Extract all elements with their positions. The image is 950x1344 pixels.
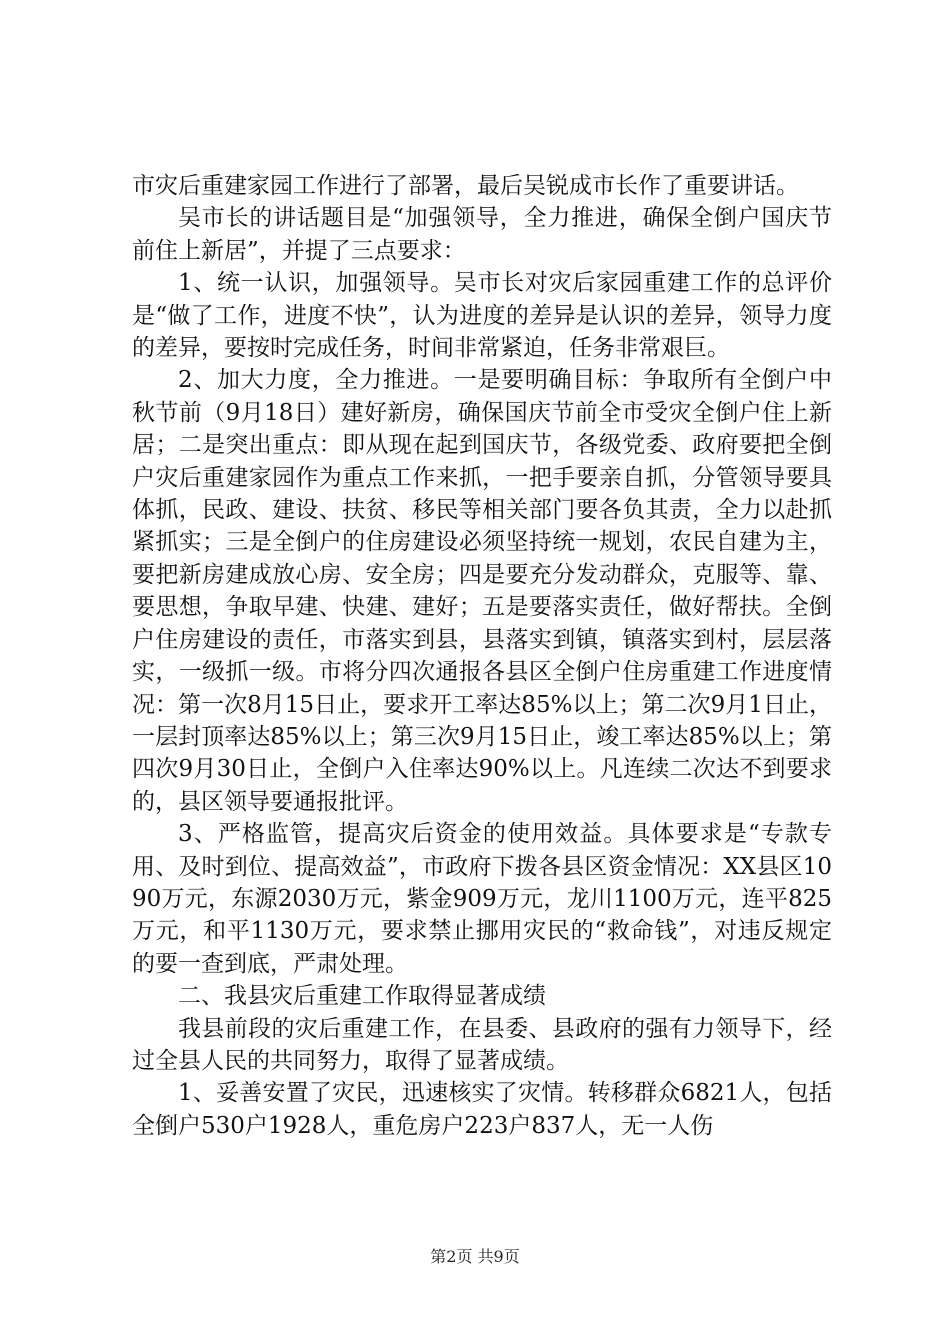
section-heading-achievements: 二、我县灾后重建工作取得显著成绩 [178,983,546,1010]
paragraph-achievement-1: 1、妥善安置了灾民，迅速核实了灾情。转移群众6821人，包括全倒户530户1928人，重危房户223户837人，无一人伤 [132,1080,832,1139]
paragraph-requirement-1: 1、统一认识，加强领导。吴市长对灾后家园重建工作的总评价是“做了工作，进度不快”，认为进度的差异是认识的差异，领导力度的差异，要按时完成任务，时间非常紧迫，任务非常艰巨。 [132,270,832,362]
document-body [132,170,832,1142]
paragraph-speech-topic: 吴市长的讲话题目是“加强领导，全力推进，确保全倒户国庆节前住上新居”，并提了三点要求： [132,205,832,264]
page-footer: 第2页 共9页 [430,1247,520,1266]
paragraph-requirement-3: 3、严格监管，提高灾后资金的使用效益。具体要求是“专款专用、及时到位、提高效益”，市政府下拨各县区资金情况：XX县区1090万元，东源2030万元，紫金909万元，龙川1100万元，连平825万元，和平1130万元，要求禁止挪用灾民的“救命钱”，对违反规定的要一查到底，严肃处理。 [132,821,832,977]
paragraph-requirement-2: 2、加大力度，全力推进。一是要明确目标：争取所有全倒户中秋节前（9月18日）建好新房，确保国庆节前全市受灾全倒户住上新居；二是突出重点：即从现在起到国庆节，各级党委、政府要把全倒户灾后重建家园作为重点工作来抓，一把手要亲自抓，分管领导要具体抓，民政、建设、扶贫、移民等相关部门要各负其责，全力以赴抓紧抓实；三是全倒户的住房建设必须坚持统一规划，农民自建为主，要把新房建成放心房、安全房；四是要充分发动群众，克服等、靠、要思想，争取早建、快建、建好；五是要落实责任，做好帮扶。全倒户住房建设的责任，市落实到县，县落实到镇，镇落实到村，层层落实，一级抓一级。市将分四次通报各县区全倒户住房重建工作进度情况：第一次8月15日止，要求开工率达85%以上；第二次9月1日止，一层封顶率达85%以上；第三次9月15日止，竣工率达85%以上；第四次9月30日止，全倒户入住率达90%以上。凡连续二次达不到要求的，县区领导要通报批评。 [132,367,832,815]
paragraph-continuation: 市灾后重建家园工作进行了部署，最后吴锐成市长作了重要讲话。 [132,173,799,199]
paragraph-achievements-intro: 我县前段的灾后重建工作，在县委、县政府的强有力领导下，经过全县人民的共同努力，取得了显著成绩。 [132,1015,832,1074]
